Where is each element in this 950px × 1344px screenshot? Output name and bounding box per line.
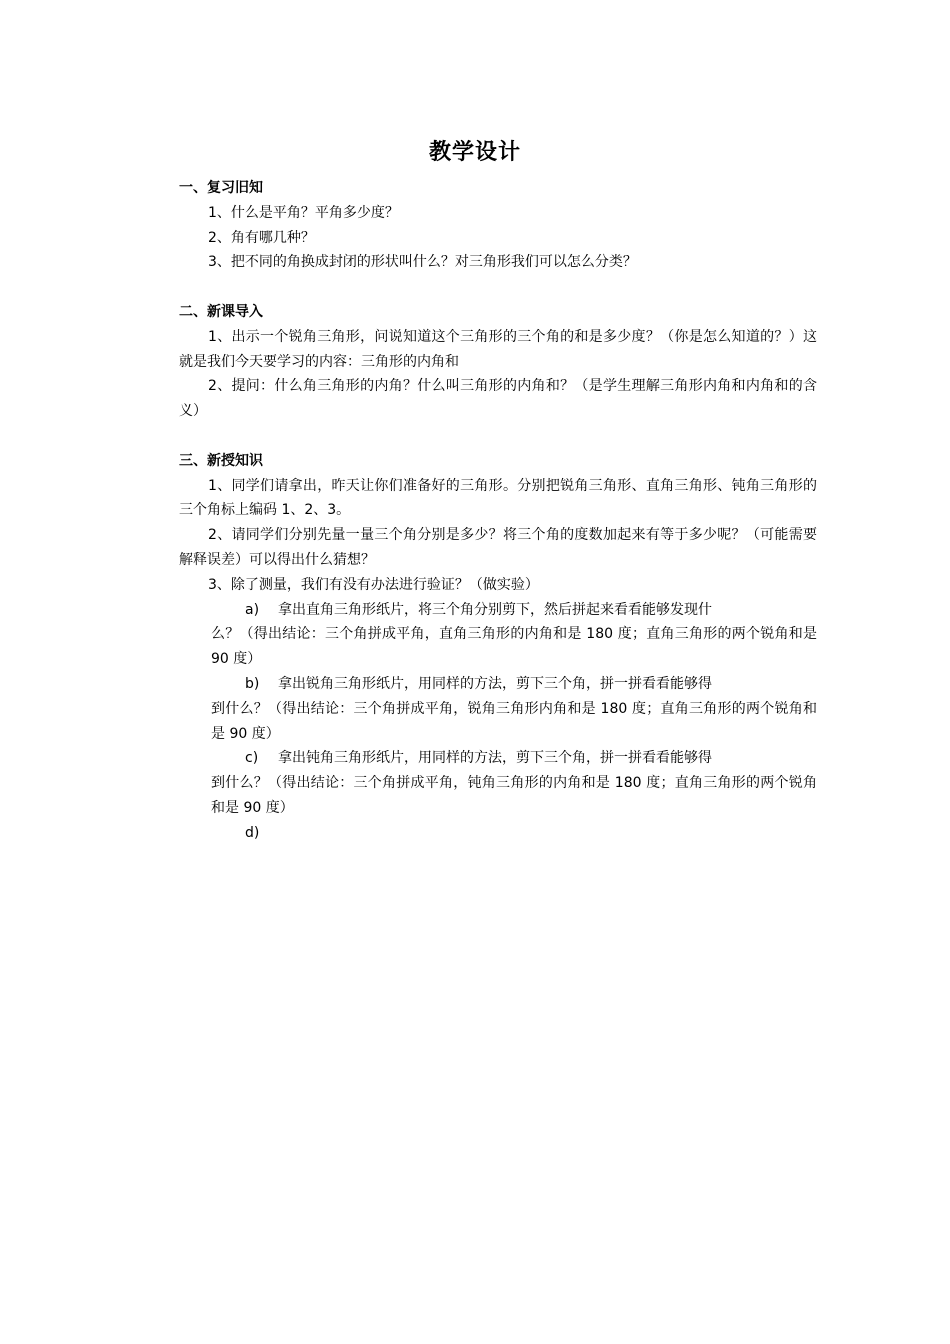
section-heading-new-knowledge: 三、新授知识: [179, 452, 263, 469]
intro-item-2: 2、提问：什么角三角形的内角？什么叫三角形的内角和？（是学生理解三角形内角和内角和的含义）: [179, 378, 817, 420]
experiment-item-d-first-line: [211, 821, 817, 846]
review-item-2: 2、角有哪几种？: [208, 229, 315, 246]
blank-line: [179, 275, 817, 300]
experiment-item-b-first-line: [211, 672, 817, 697]
document-title: 教学设计: [428, 140, 521, 165]
experiment-item-d: [179, 821, 817, 846]
experiment-item-a-continuation: 么？（得出结论：三个角拼成平角，直角三角形的内角和是 180 度；直角三角形的两个锐角和是 90 度）: [211, 626, 817, 668]
list-marker-b: b): [245, 675, 260, 692]
list-marker-d: d): [245, 824, 260, 841]
new-knowledge-item-1: 1、同学们请拿出，昨天让你们准备好的三角形。分别把锐角三角形、直角三角形、钝角三角形的三个角标上编码 1、2、3。: [179, 477, 817, 519]
experiment-item-b-text: 拿出锐角三角形纸片，用同样的方法，剪下三个角，拼一拼看看能够得: [278, 675, 712, 692]
experiment-item-b: [179, 672, 817, 746]
document-body: [179, 176, 817, 846]
blank-line: [179, 424, 817, 449]
experiment-item-c-text: 拿出钝角三角形纸片，用同样的方法，剪下三个角，拼一拼看看能够得: [278, 750, 712, 767]
intro-item-1: 1、出示一个锐角三角形，问说知道这个三角形的三个角的和是多少度？（你是怎么知道的？）这就是我们今天要学习的内容：三角形的内角和: [179, 328, 817, 370]
review-item-3: 3、把不同的角换成封闭的形状叫什么？对三角形我们可以怎么分类？: [208, 254, 637, 271]
list-marker-c: c): [245, 750, 259, 767]
experiment-item-b-continuation: 到什么？（得出结论：三个角拼成平角，锐角三角形内角和是 180 度；直角三角形的两个锐角和是 90 度）: [211, 700, 817, 742]
review-item-1: 1、什么是平角？平角多少度？: [208, 204, 399, 221]
experiment-item-a-first-line: [211, 598, 817, 623]
experiment-item-c-continuation: 到什么？（得出结论：三个角拼成平角，钝角三角形的内角和是 180 度；直角三角形的两个锐角和是 90 度）: [211, 775, 817, 816]
section-heading-review: 一、复习旧知: [179, 180, 263, 196]
new-knowledge-item-3: 3、除了测量，我们有没有办法进行验证？（做实验）: [208, 576, 539, 593]
experiment-item-c-first-line: [211, 746, 817, 771]
experiment-item-a-text: 拿出直角三角形纸片，将三个角分别剪下，然后拼起来看看能够发现什: [278, 601, 712, 618]
experiment-item-c: [179, 746, 817, 820]
section-heading-intro: 二、新课导入: [179, 303, 263, 320]
experiment-item-a: [179, 598, 817, 672]
new-knowledge-item-2: 2、请同学们分别先量一量三个角分别是多少？将三个角的度数加起来有等于多少呢？（可能需要解释误差）可以得出什么猜想？: [179, 527, 817, 568]
list-marker-a: a): [245, 601, 260, 618]
